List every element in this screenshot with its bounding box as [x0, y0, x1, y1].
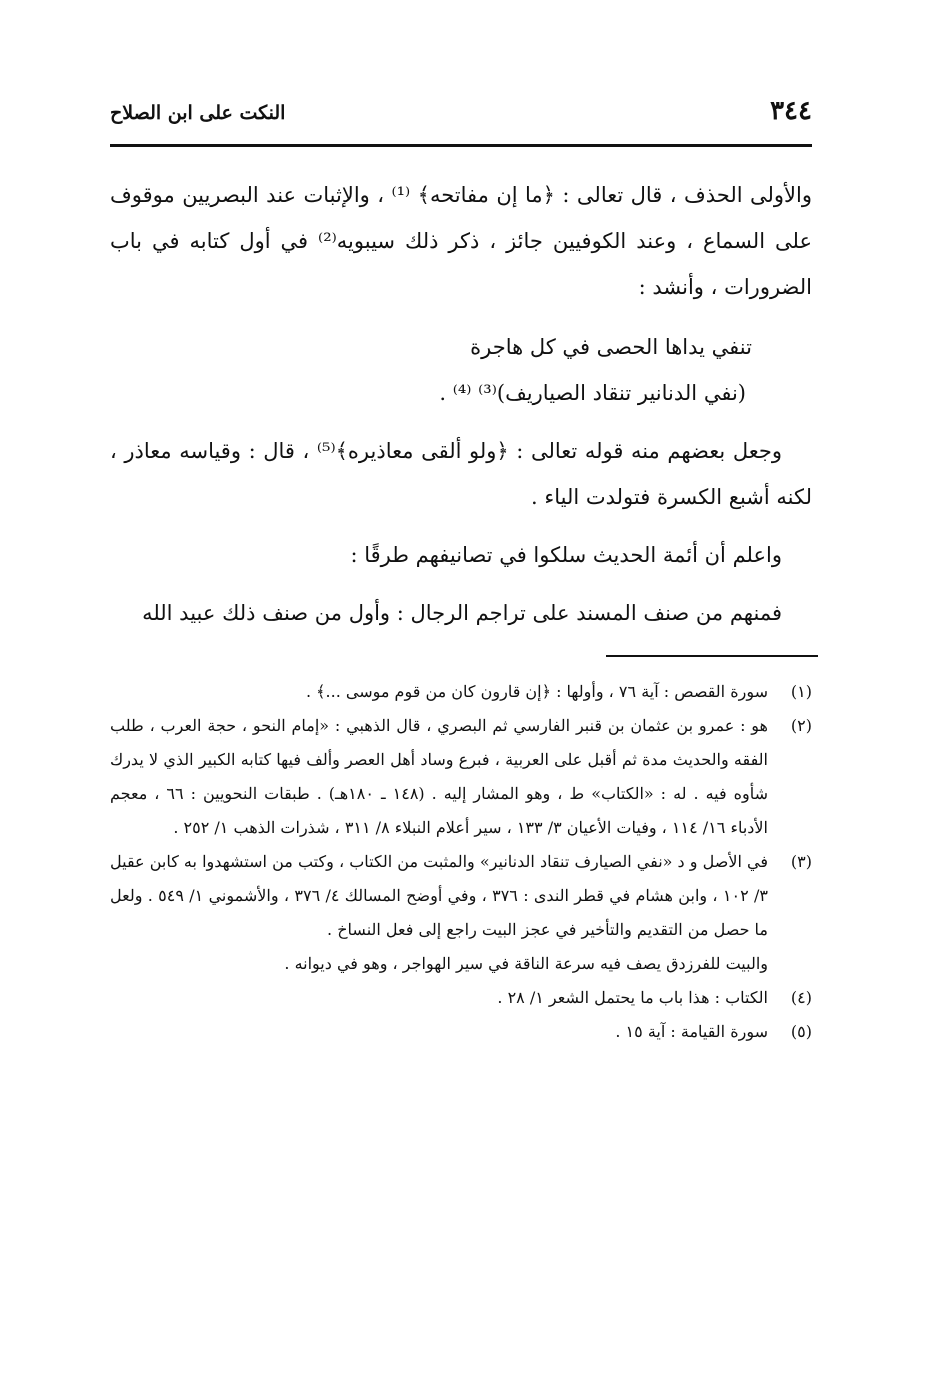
footnote — [110, 1015, 812, 1049]
paragraph: وجعل بعضهم منه قوله تعالى : ﴿ولو ألقى معاذيره﴾⁽⁵⁾ ، قال : وقياسه معاذر ، لكنه أشبع الكسرة فتولدت الياء . — [110, 439, 812, 509]
verse-second-hemistich: (نفي الدنانير تنقاد الصياريف)⁽³⁾ ⁽⁴⁾ . — [439, 381, 746, 405]
footnote-separator — [606, 655, 818, 657]
footnotes — [110, 675, 812, 1049]
poetry-verse — [110, 324, 812, 416]
footnote-text: سورة القيامة : آية ١٥ . — [615, 1022, 768, 1041]
footnote-text: هو : عمرو بن عثمان بن قنبر الفارسي ثم البصري ، قال الذهبي : «إمام النحو ، حجة العرب ، طلب الفقه والحديث مدة ثم أقبل على العربية ، فبرع وساد أهل العصر وألف فيها كتابه الكبير الذي لا يدرك شأوه فيه . له : «الكتاب» ط ، وهو المشار إليه . (١٤٨ ـ ١٨٠هـ) . طبقات النحويين : ٦٦ ، معجم الأدباء ١٦/ ١١٤ ، وفيات الأعيان ٣/ ١٣٣ ، سير أعلام النبلاء ٨/ ٣١١ ، شذرات الذهب ١/ ٢٥٢ . — [110, 716, 769, 837]
verse-first-hemistich: تنفي يداها الحصى في كل هاجرة — [470, 335, 752, 359]
footnote-number: (١) — [790, 682, 812, 701]
footnote-number: (٥) — [790, 1022, 812, 1041]
paragraph: فمنهم من صنف المسند على تراجم الرجال : وأول من صنف ذلك عبيد الله — [142, 601, 782, 625]
footnote-text: الكتاب : هذا باب ما يحتمل الشعر ١/ ٢٨ . — [497, 988, 768, 1007]
footnote-text: في الأصل و د «نفي الصيارف تنقاد الدنانير» والمثبت من الكتاب ، وكتب من استشهدوا به كابن عقيل ٣/ ١٠٢ ، وابن هشام في قطر الندى : ٣٧٦ ، وفي أوضح المسالك ٤/ ٣٧٦ ، والأشموني ١/ ٥٤٩ . ولعل ما حصل من التقديم والتأخير في عجز البيت راجع إلى فعل النساخ . — [110, 852, 769, 939]
footnote — [110, 709, 812, 845]
paragraph: واعلم أن أئمة الحديث سلكوا في تصانيفهم طرقًا : — [350, 543, 782, 567]
footnote — [110, 981, 812, 1015]
paragraph: والأولى الحذف ، قال تعالى : ﴿ما إن مفاتحه﴾ ⁽¹⁾ ، والإثبات عند البصريين موقوف على السماع ، وعند الكوفيين جائز ، ذكر ذلك سيبويه⁽²⁾ في أول كتابه في باب الضرورات ، وأنشد : — [110, 183, 813, 299]
main-text — [110, 172, 812, 636]
footnote-number: (٤) — [790, 988, 812, 1007]
running-title: النكت على ابن الصلاح — [110, 102, 286, 124]
footnote — [110, 845, 812, 947]
footnote-number: (٣) — [790, 852, 812, 871]
footnote — [110, 675, 812, 709]
footnote-text: سورة القصص : آية ٧٦ ، وأولها : ﴿إن قارون كان من قوم موسى ...﴾ . — [305, 682, 768, 701]
page-header — [110, 92, 812, 142]
footnote-number: (٢) — [790, 716, 812, 735]
footnote-continuation — [110, 947, 812, 981]
page-number: ٣٤٤ — [770, 96, 812, 126]
header-rule — [110, 144, 812, 147]
footnote-text: والبيت للفرزدق يصف فيه سرعة الناقة في سير الهواجر ، وهو في ديوانه . — [284, 954, 768, 973]
